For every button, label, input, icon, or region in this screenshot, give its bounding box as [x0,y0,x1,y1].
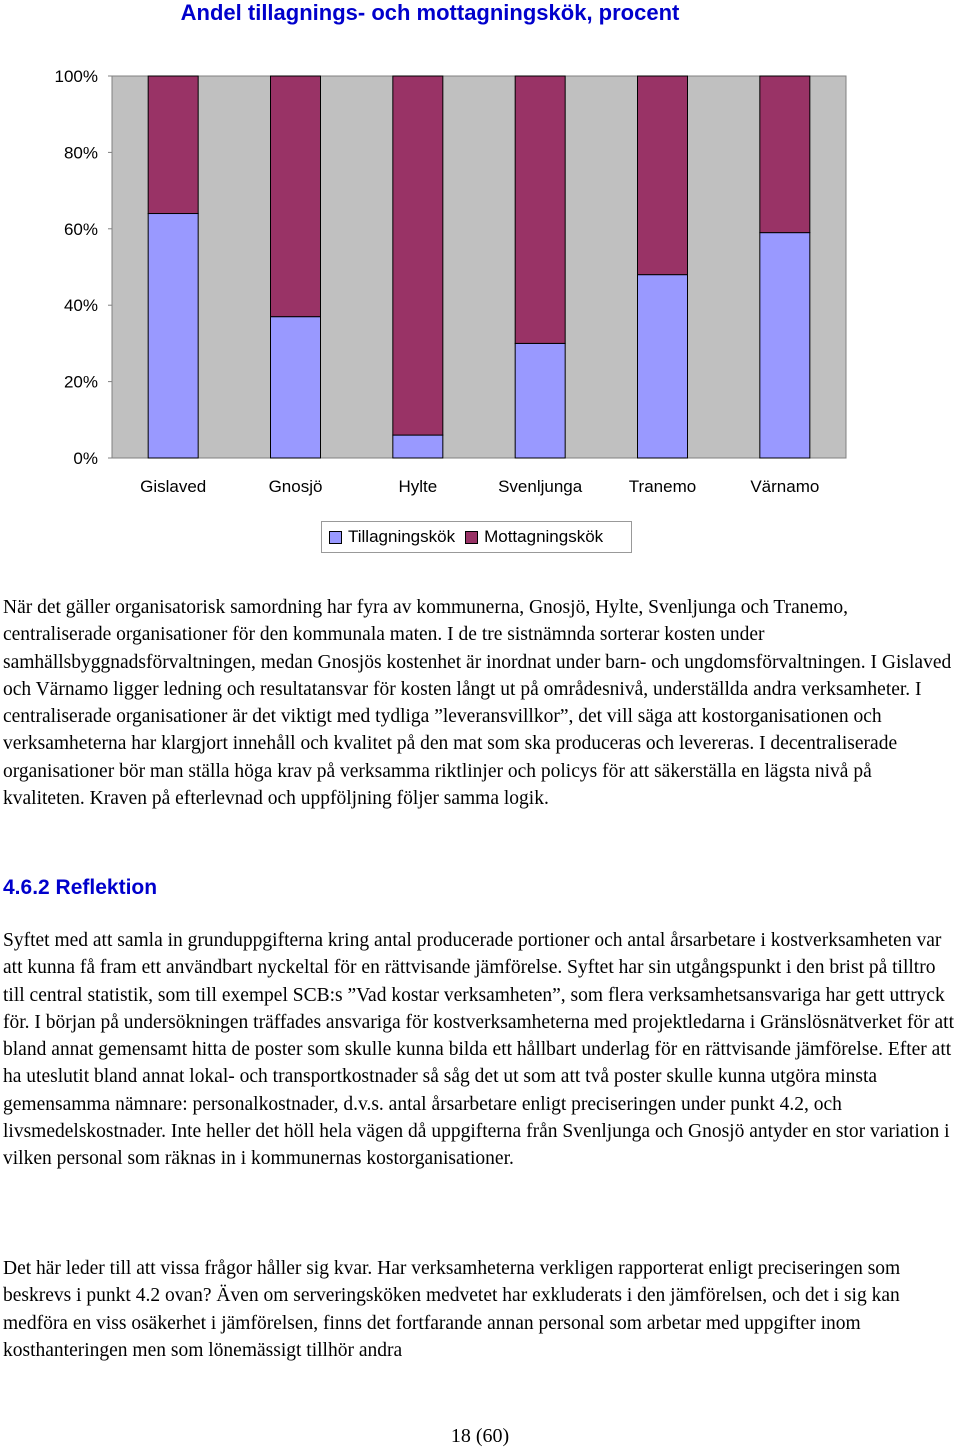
paragraph-organisation: När det gäller organisatorisk samordning har fyra av kommunerna, Gnosjö, Hylte, Svenljunga och Tranemo, centraliserade organisationer för den kommunala maten. I de tre sistnämnda sorterar kosten under samhällsbyggnadsförvaltningen, medan Gnosjös kostenhet är inordnat under barn- och ungdomsförvaltningen. I Gislaved och Värnamo ligger ledning och resultatansvar för kosten långt ut på områdesnivå, underställda andra verksamheter. I centraliserade organisationer är det viktigt med tydliga ”leveransvillkor”, det vill säga att kostorganisationen och verksamheterna har klargjort innehåll och kvalitet på den mat som ska produceras och levereras. I decentraliserade organisationer bör man ställa höga krav på verksamma riktlinjer och policys för att säkerställa en lägsta nivå på kvaliteten. Kraven på efterlevnad och uppföljning följer samma logik. [3,597,952,810]
bar-tillagningskok [148,214,198,458]
x-tick-label: Svenljunga [498,477,583,496]
y-tick-label: 100% [54,67,98,86]
y-tick-label: 0% [73,449,98,468]
x-tick-label: Värnamo [750,477,820,496]
bar-tillagningskok [515,343,565,458]
bar-tillagningskok [760,233,810,458]
legend-swatch-mottagningskok [465,531,478,544]
legend-label-tillagningskok: Tillagningskök [348,527,456,546]
legend-label-mottagningskok: Mottagningskök [484,527,604,546]
y-tick-label: 80% [63,143,98,163]
x-tick-label: Gnosjö [268,477,323,496]
bar-mottagningskok [638,76,688,275]
body-text-section-1 [3,594,958,812]
bar-tillagningskok [638,275,688,458]
section-heading-reflektion: 4.6.2 Reflektion [3,876,158,899]
bar-mottagningskok [393,76,443,435]
y-tick-label: 40% [63,296,98,316]
plot-background [112,76,846,458]
body-text-section-2 [3,927,958,1173]
x-tick-label: Hylte [398,477,438,496]
plot-area [55,67,846,496]
chart-legend [321,521,632,553]
legend-entry-tillagningskok [329,527,455,547]
bar-mottagningskok [148,76,198,214]
y-tick-label: 20% [63,372,98,392]
bar-mottagningskok [271,76,321,317]
chart-title: Andel tillagnings- och mottagningskök, procent [180,0,680,25]
bar-mottagningskok [515,76,565,343]
legend-entry-mottagningskok [465,527,603,547]
page-number: 18 (60) [450,1425,510,1447]
x-tick-label: Tranemo [628,477,697,496]
paragraph-reflektion: Syftet med att samla in grunduppgifterna kring antal producerade portioner och antal årsarbetare i kostverksamheten var att kunna få fram ett användbart nyckeltal för en rättvisande jämförelse. Syftet har sin utgångspunkt i den brist på tilltro till central statistik, som till exempel SCB:s ”Vad kostar verksamheten”, som flera verksamhetsansvariga har gett uttryck för. I början på undersökningen träffades ansvariga för kostverksamheterna med projektledarna i Gränslösnätverket för att bland annat gemensamt hitta de poster som skulle kunna bilda ett hållbart underlag för en rättvisande jämförelse. Efter att ha uteslutit bland annat lokal- och transportkostnader så såg det ut som att två poster skulle kunna utgöra minsta gemensamma nämnare: personalkostnader, d.v.s. antal årsarbetare enligt preciseringen under punkt 4.2, och livsmedelskostnader. Inte heller det höll hela vägen då uppgifterna från Svenljunga och Gnosjö antyder en stor variation i vilken personal som räknas in i kommunernas kostorganisationer. [3,930,955,1170]
paragraph-fragor: Det här leder till att vissa frågor håller sig kvar. Har verksamheterna verkligen rapporterat enligt preciseringen som beskrevs i punkt 4.2 ovan? Även om serveringsköken medvetet har exkluderats i den jämförelsen, och det i sig kan medföra en viss osäkerhet i jämförelsen, finns det fortfarande annan personal som arbetar med uppgifter inom kosthanteringen men som lönemässigt tillhör andra [3,1258,901,1361]
y-tick-label: 60% [63,219,98,239]
stacked-bar-chart [0,40,900,510]
legend-swatch-tillagningskok [329,531,342,544]
body-text-section-3 [3,1255,958,1364]
bar-tillagningskok [271,317,321,458]
bar-tillagningskok [393,435,443,458]
bar-mottagningskok [760,76,810,233]
x-tick-label: Gislaved [140,477,207,496]
